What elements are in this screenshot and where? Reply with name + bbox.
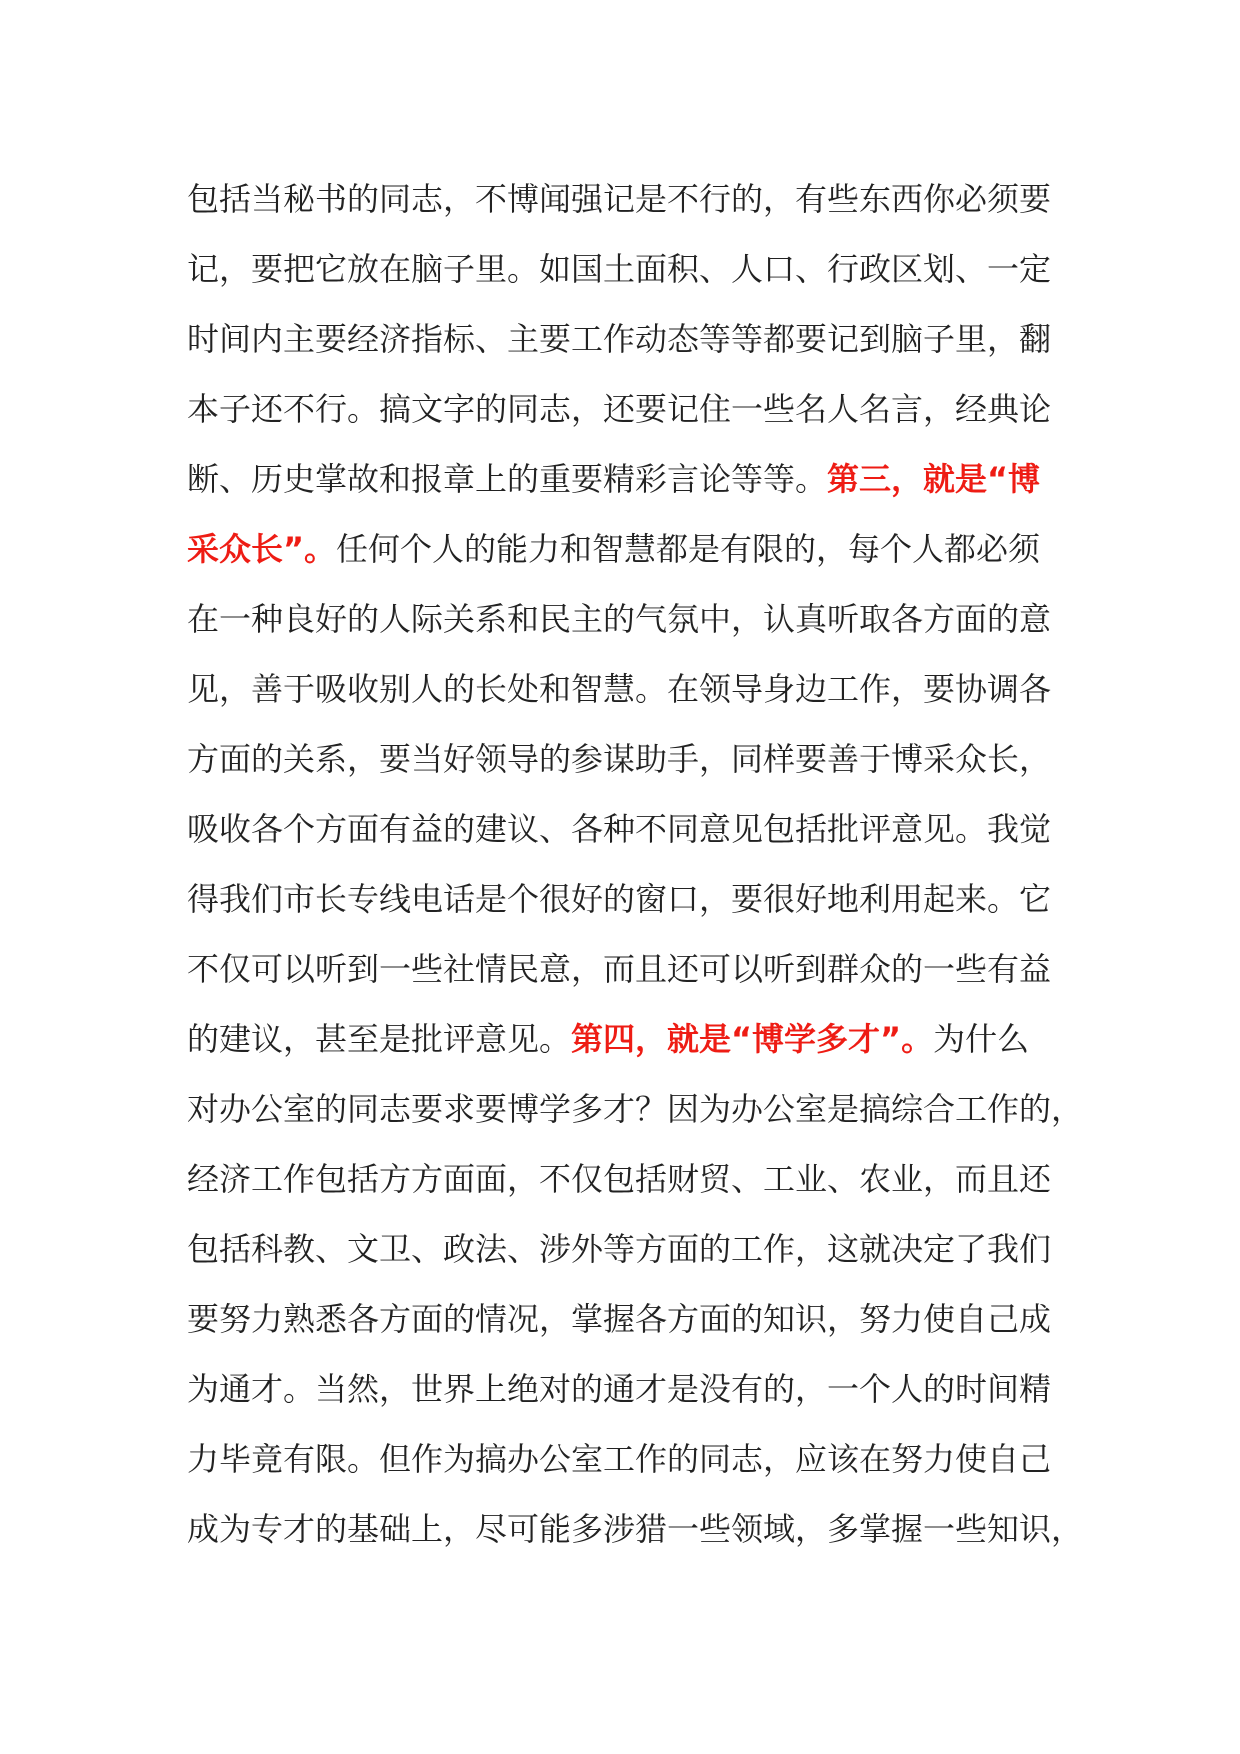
text-line <box>187 514 1087 584</box>
text-line <box>187 374 1087 444</box>
text-line <box>187 1424 1087 1494</box>
body-text-segment: 任何个人的能力和智慧都是有限的，每个人都必须 <box>336 530 1041 568</box>
body-text-segment: 在一种良好的人际关系和民主的气氛中，认真听取各方面的意 <box>187 600 1052 638</box>
text-line <box>187 1074 1087 1144</box>
highlighted-heading-text: 采众长”。 <box>187 530 337 568</box>
body-text-segment: 方面的关系，要当好领导的参谋助手，同样要善于博采众长， <box>187 740 1052 778</box>
body-text-segment: 时间内主要经济指标、主要工作动态等等都要记到脑子里，翻 <box>187 320 1052 358</box>
body-text-segment: 见，善于吸收别人的长处和智慧。在领导身边工作，要协调各 <box>187 670 1052 708</box>
body-text-segment: 要努力熟悉各方面的情况，掌握各方面的知识，努力使自己成 <box>187 1300 1052 1338</box>
body-text-segment: 吸收各个方面有益的建议、各种不同意见包括批评意见。我觉 <box>187 810 1052 848</box>
body-text-segment: 本子还不行。搞文字的同志，还要记住一些名人名言，经典论 <box>187 390 1052 428</box>
text-line <box>187 794 1087 864</box>
text-line <box>187 864 1087 934</box>
text-line <box>187 1354 1087 1424</box>
text-line <box>187 164 1087 234</box>
body-text-segment: 对办公室的同志要求要博学多才？因为办公室是搞综合工作的， <box>187 1090 1084 1128</box>
body-text-segment: 得我们市长专线电话是个很好的窗口，要很好地利用起来。它 <box>187 880 1052 918</box>
body-text-segment: 断、历史掌故和报章上的重要精彩言论等等。 <box>187 460 828 498</box>
body-text-segment: 经济工作包括方方面面，不仅包括财贸、工业、农业，而且还 <box>187 1160 1052 1198</box>
text-line <box>187 1004 1087 1074</box>
highlighted-heading-text: 第三，就是“博 <box>827 460 1041 498</box>
highlighted-heading-text: 第四，就是“博学多才”。 <box>571 1020 934 1058</box>
text-line <box>187 584 1087 654</box>
text-line <box>187 1144 1087 1214</box>
body-text-segment: 包括当秘书的同志，不博闻强记是不行的，有些东西你必须要 <box>187 180 1052 218</box>
body-text-segment: 为通才。当然，世界上绝对的通才是没有的，一个人的时间精 <box>187 1370 1052 1408</box>
text-line <box>187 1284 1087 1354</box>
text-line <box>187 444 1087 514</box>
body-text <box>187 164 1087 1564</box>
text-line <box>187 1214 1087 1284</box>
body-text-segment: 为什么 <box>933 1020 1030 1058</box>
text-line <box>187 1494 1087 1564</box>
text-line <box>187 304 1087 374</box>
text-line <box>187 724 1087 794</box>
body-text-segment: 力毕竟有限。但作为搞办公室工作的同志，应该在努力使自己 <box>187 1440 1052 1478</box>
text-line <box>187 234 1087 304</box>
body-text-segment: 包括科教、文卫、政法、涉外等方面的工作，这就决定了我们 <box>187 1230 1052 1268</box>
body-text-segment: 记，要把它放在脑子里。如国土面积、人口、行政区划、一定 <box>187 250 1052 288</box>
body-text-segment: 成为专才的基础上，尽可能多涉猎一些领域，多掌握一些知识， <box>187 1510 1084 1548</box>
text-line <box>187 654 1087 724</box>
body-text-segment: 不仅可以听到一些社情民意，而且还可以听到群众的一些有益 <box>187 950 1052 988</box>
text-line <box>187 934 1087 1004</box>
body-text-segment: 的建议，甚至是批评意见。 <box>187 1020 572 1058</box>
